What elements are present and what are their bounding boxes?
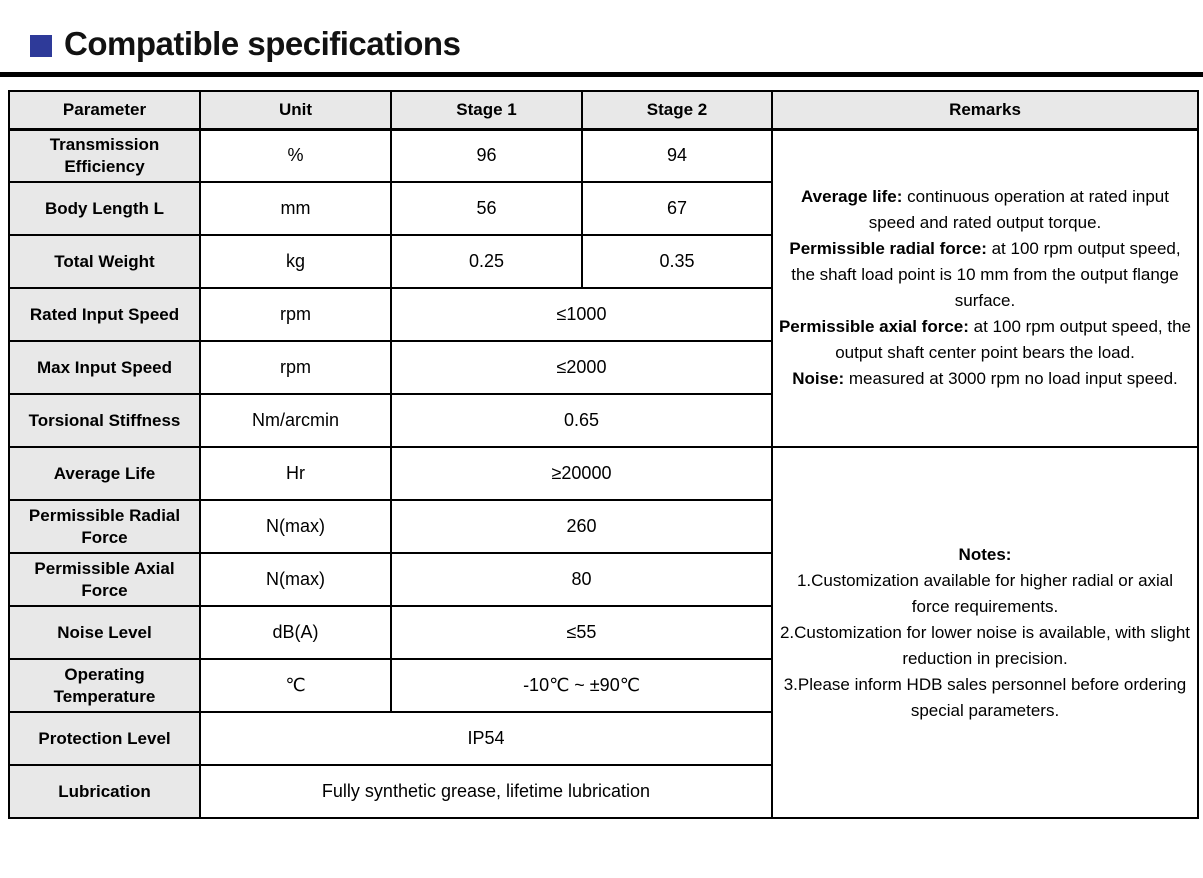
value-cell: ≤2000 bbox=[391, 341, 772, 394]
page-header bbox=[30, 24, 1203, 64]
value-cell: IP54 bbox=[200, 712, 772, 765]
stage1-value-cell: 56 bbox=[391, 182, 582, 235]
param-cell: Body Length L bbox=[9, 182, 200, 235]
value-cell: 260 bbox=[391, 500, 772, 553]
value-cell: 80 bbox=[391, 553, 772, 606]
unit-cell: ℃ bbox=[200, 659, 391, 712]
stage2-value-cell: 67 bbox=[582, 182, 772, 235]
stage1-value-cell: 96 bbox=[391, 129, 582, 182]
remark-average-life: Average life: continuous operation at rated input speed and rated output torque. bbox=[801, 187, 1169, 233]
value-cell: -10℃ ~ ±90℃ bbox=[391, 659, 772, 712]
remarks-notes-cell bbox=[772, 447, 1198, 818]
title-bullet-square bbox=[30, 35, 52, 57]
param-cell: Transmission Efficiency bbox=[9, 129, 200, 182]
remark-radial-force: Permissible radial force: at 100 rpm output speed, the shaft load point is 10 mm from the output flange surface. bbox=[789, 239, 1181, 311]
value-cell: 0.65 bbox=[391, 394, 772, 447]
header-stage2: Stage 2 bbox=[582, 91, 772, 129]
header-remarks: Remarks bbox=[772, 91, 1198, 129]
header-stage1: Stage 1 bbox=[391, 91, 582, 129]
page-title: Compatible specifications bbox=[64, 25, 461, 62]
unit-cell: % bbox=[200, 129, 391, 182]
param-cell: Average Life bbox=[9, 447, 200, 500]
param-cell: Permissible Axial Force bbox=[9, 553, 200, 606]
unit-cell: mm bbox=[200, 182, 391, 235]
stage1-value-cell: 0.25 bbox=[391, 235, 582, 288]
param-cell: Permissible Radial Force bbox=[9, 500, 200, 553]
note-2: 2.Customization for lower noise is available, with slight reduction in precision. bbox=[779, 622, 1191, 668]
value-cell: ≤55 bbox=[391, 606, 772, 659]
param-cell: Total Weight bbox=[9, 235, 200, 288]
remarks-definitions-cell bbox=[772, 129, 1198, 447]
value-cell: ≥20000 bbox=[391, 447, 772, 500]
notes-title: Notes: bbox=[958, 544, 1012, 564]
unit-cell: N(max) bbox=[200, 553, 391, 606]
header-parameter: Parameter bbox=[9, 91, 200, 129]
table-header-row bbox=[9, 91, 1198, 129]
stage2-value-cell: 0.35 bbox=[582, 235, 772, 288]
remark-noise: Noise: measured at 3000 rpm no load input speed. bbox=[792, 369, 1178, 389]
unit-cell: kg bbox=[200, 235, 391, 288]
unit-cell: rpm bbox=[200, 288, 391, 341]
note-1: 1.Customization available for higher radial or axial force requirements. bbox=[796, 570, 1174, 616]
note-3: 3.Please inform HDB sales personnel before ordering special parameters. bbox=[783, 674, 1187, 720]
stage2-value-cell: 94 bbox=[582, 129, 772, 182]
param-cell: Protection Level bbox=[9, 712, 200, 765]
param-cell: Operating Temperature bbox=[9, 659, 200, 712]
unit-cell: Nm/arcmin bbox=[200, 394, 391, 447]
title-divider bbox=[0, 72, 1203, 77]
remark-axial-force: Permissible axial force: at 100 rpm output speed, the output shaft center point bears the load. bbox=[778, 317, 1192, 363]
param-cell: Max Input Speed bbox=[9, 341, 200, 394]
param-cell: Rated Input Speed bbox=[9, 288, 200, 341]
row-transmission-efficiency bbox=[9, 129, 1198, 182]
param-cell: Torsional Stiffness bbox=[9, 394, 200, 447]
row-average-life bbox=[9, 447, 1198, 500]
unit-cell: dB(A) bbox=[200, 606, 391, 659]
unit-cell: N(max) bbox=[200, 500, 391, 553]
value-cell: Fully synthetic grease, lifetime lubrication bbox=[200, 765, 772, 818]
spec-table bbox=[8, 90, 1199, 819]
param-cell: Noise Level bbox=[9, 606, 200, 659]
param-cell: Lubrication bbox=[9, 765, 200, 818]
header-unit: Unit bbox=[200, 91, 391, 129]
value-cell: ≤1000 bbox=[391, 288, 772, 341]
unit-cell: Hr bbox=[200, 447, 391, 500]
unit-cell: rpm bbox=[200, 341, 391, 394]
